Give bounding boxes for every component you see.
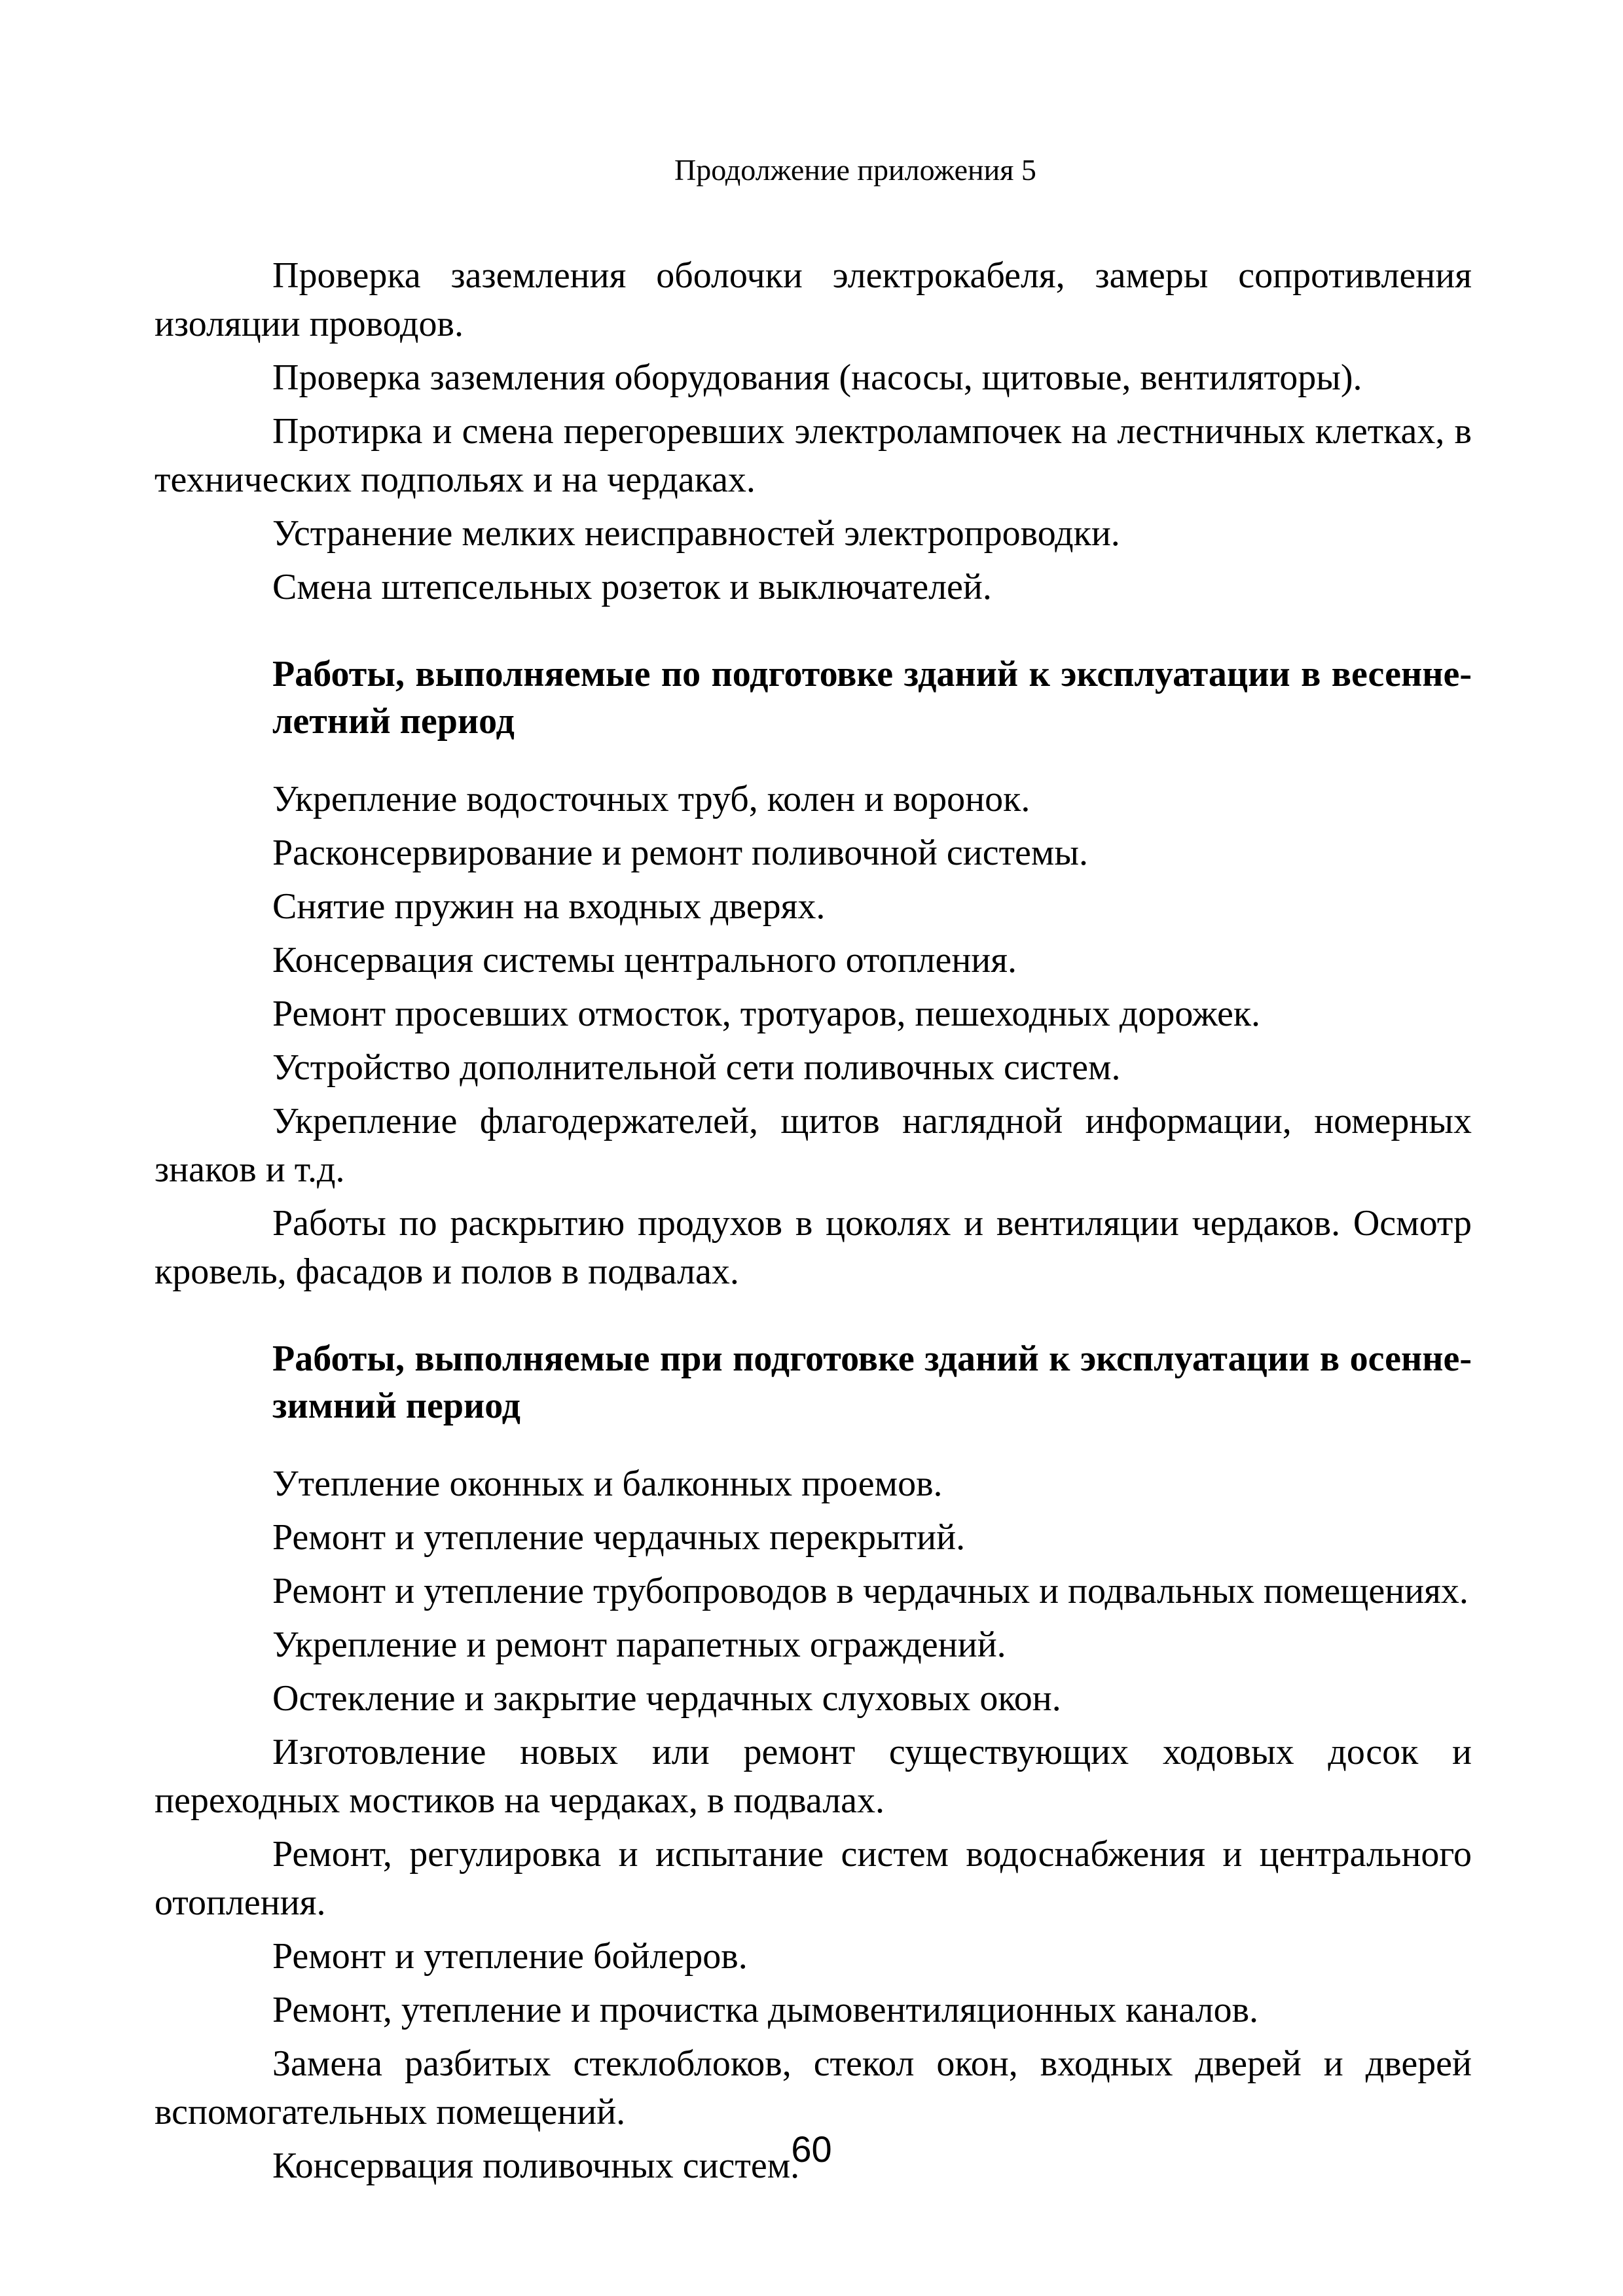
paragraph: Ремонт, утепление и прочистка дымовентиляционных каналов. [272, 1990, 1259, 2030]
paragraph: Консервация системы центрального отопления. [272, 940, 1017, 980]
paragraph: Протирка и смена перегоревших электролампочек на лестничных клетках, в технических подпольях и на чердаках. [155, 411, 1472, 500]
paragraph: Укрепление флагодержателей, щитов наглядной информации, номерных знаков и т.д. [155, 1101, 1472, 1190]
section-heading-spring-summer: Работы, выполняемые по подготовке зданий к эксплуатации в весенне-летний период [272, 654, 1472, 742]
paragraph: Ремонт и утепление трубопроводов в чердачных и подвальных помещениях. [272, 1571, 1468, 1611]
document-body [155, 251, 1472, 2195]
paragraph: Утепление оконных и балконных проемов. [272, 1463, 943, 1504]
paragraph: Ремонт просевших отмосток, тротуаров, пешеходных дорожек. [272, 994, 1261, 1034]
paragraph: Изготовление новых или ремонт существующих ходовых досок и переходных мостиков на чердаках, в подвалах. [155, 1732, 1472, 1821]
paragraph: Устранение мелких неисправностей электропроводки. [272, 513, 1120, 554]
appendix-header: Продолжение приложения 5 [674, 153, 1036, 187]
paragraph: Ремонт, регулировка и испытание систем водоснабжения и центрального отопления. [155, 1834, 1472, 1923]
paragraph: Консервация поливочных систем. [272, 2145, 800, 2186]
paragraph: Проверка заземления оболочки электрокабеля, замеры сопротивления изоляции проводов. [155, 255, 1472, 344]
paragraph: Укрепление водосточных труб, колен и воронок. [272, 779, 1030, 819]
paragraph: Укрепление и ремонт парапетных ограждений. [272, 1624, 1006, 1665]
paragraph: Ремонт и утепление бойлеров. [272, 1936, 748, 1977]
paragraph: Смена штепсельных розеток и выключателей. [272, 567, 992, 607]
paragraph: Остекление и закрытие чердачных слуховых окон. [272, 1678, 1061, 1719]
paragraph: Устройство дополнительной сети поливочных систем. [272, 1047, 1121, 1088]
paragraph: Проверка заземления оборудования (насосы, щитовые, вентиляторы). [272, 357, 1362, 398]
paragraph: Снятие пружин на входных дверях. [272, 886, 826, 927]
page-number: 60 [791, 2128, 832, 2170]
section-heading-autumn-winter: Работы, выполняемые при подготовке зданий к эксплуатации в осенне-зимний период [272, 1338, 1472, 1426]
paragraph: Ремонт и утепление чердачных перекрытий. [272, 1517, 966, 1558]
paragraph: Замена разбитых стеклоблоков, стекол окон, входных дверей и дверей вспомогательных помещений. [155, 2043, 1472, 2132]
paragraph: Работы по раскрытию продухов в цоколях и вентиляции чердаков. Осмотр кровель, фасадов и полов в подвалах. [155, 1203, 1472, 1292]
paragraph: Расконсервирование и ремонт поливочной системы. [272, 833, 1088, 873]
